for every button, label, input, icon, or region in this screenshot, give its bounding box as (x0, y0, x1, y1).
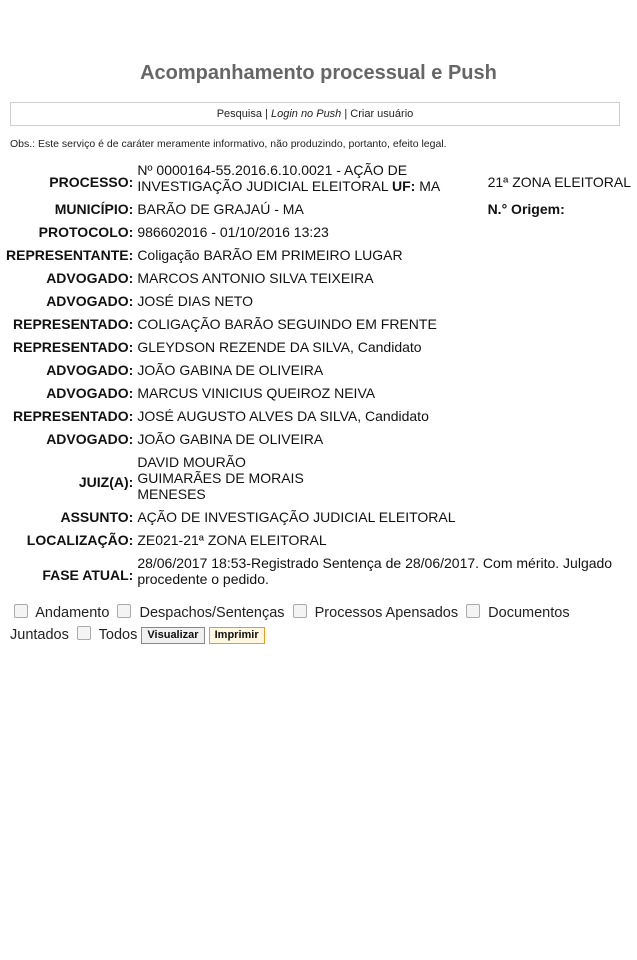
nav-separator: | (344, 108, 348, 120)
process-details-table (6, 162, 631, 594)
assunto-label: ASSUNTO: (60, 509, 134, 525)
party-row (6, 431, 631, 454)
party-name: JOSÉ AUGUSTO ALVES DA SILVA, Candidato (137, 408, 429, 424)
protocolo-label: PROTOCOLO: (38, 224, 134, 240)
party-name: GLEYDSON REZENDE DA SILVA, Candidato (137, 339, 422, 355)
nav-login-push-link[interactable]: Login no Push (270, 108, 342, 120)
party-row (6, 270, 631, 293)
todos-checkbox[interactable] (77, 626, 91, 640)
uf-label: UF: (391, 178, 416, 194)
municipio-row (6, 201, 631, 224)
disclaimer-text: Obs.: Este serviço é de caráter meramente informativo, não produzindo, portanto, efeito legal. (10, 138, 447, 150)
party-name: MARCUS VINICIUS QUEIROZ NEIVA (137, 385, 376, 401)
nav-pesquisa-link[interactable]: Pesquisa (216, 108, 262, 120)
visualizar-button[interactable]: Visualizar (141, 627, 204, 644)
options-form (10, 602, 610, 646)
party-role: REPRESENTADO: (13, 316, 134, 332)
localizacao-row (6, 532, 631, 555)
despachos-label: Despachos/Sentenças (139, 605, 285, 621)
party-row (6, 339, 631, 362)
party-role: ADVOGADO: (46, 293, 134, 309)
apensados-label: Processos Apensados (314, 605, 459, 621)
juiz-value: DAVID MOURÃO GUIMARÃES DE MORAIS MENESES (137, 454, 304, 502)
party-name: COLIGAÇÃO BARÃO SEGUINDO EM FRENTE (137, 316, 437, 332)
assunto-row (6, 509, 631, 532)
despachos-checkbox[interactable] (117, 604, 131, 618)
process-label: PROCESSO: (49, 173, 134, 190)
party-name: JOSÉ DIAS NETO (137, 293, 253, 309)
page-title: Acompanhamento processual e Push (140, 62, 497, 84)
party-role: ADVOGADO: (46, 362, 134, 378)
uf-value: MA (419, 178, 441, 194)
protocolo-row (6, 224, 631, 247)
party-row (6, 293, 631, 316)
party-row (6, 316, 631, 339)
municipio-label: MUNICÍPIO: (54, 201, 134, 217)
protocolo-value: 986602016 - 01/10/2016 13:23 (137, 224, 329, 240)
party-name: JOÃO GABINA DE OLIVEIRA (137, 362, 324, 378)
process-value (137, 162, 481, 201)
fase-atual-value: 28/06/2017 18:53-Registrado Sentença de 28/06/2017. Com mérito. Julgado procedente o pedido. (137, 555, 613, 587)
party-name: Coligação BARÃO EM PRIMEIRO LUGAR (137, 247, 403, 263)
localizacao-label: LOCALIZAÇÃO: (26, 532, 134, 548)
party-row (6, 247, 631, 270)
nav-criar-usuario-link[interactable]: Criar usuário (350, 108, 414, 120)
fase-atual-row (6, 555, 631, 594)
party-name: MARCOS ANTONIO SILVA TEIXEIRA (137, 270, 374, 286)
juiz-label: JUIZ(A): (78, 473, 134, 490)
todos-label: Todos (98, 627, 138, 643)
municipio-value: BARÃO DE GRAJAÚ - MA (137, 201, 304, 217)
party-name: JOÃO GABINA DE OLIVEIRA (137, 431, 324, 447)
documentos-checkbox[interactable] (466, 604, 480, 618)
party-role: REPRESENTANTE: (6, 247, 134, 263)
juiz-row (6, 454, 631, 509)
documentos-label: Documentos Juntados (10, 605, 570, 643)
andamento-checkbox[interactable] (14, 604, 28, 618)
imprimir-button[interactable]: Imprimir (209, 627, 265, 644)
nav-separator: | (265, 108, 268, 120)
party-role: ADVOGADO: (46, 431, 134, 447)
party-row (6, 385, 631, 408)
andamento-label: Andamento (35, 605, 110, 621)
party-role: ADVOGADO: (46, 270, 134, 286)
fase-atual-label: FASE ATUAL: (42, 566, 134, 583)
assunto-value: AÇÃO DE INVESTIGAÇÃO JUDICIAL ELEITORAL (137, 509, 456, 525)
party-role: ADVOGADO: (46, 385, 134, 401)
apensados-checkbox[interactable] (293, 604, 307, 618)
zona-eleitoral: 21ª ZONA ELEITORAL (487, 173, 631, 190)
party-row (6, 408, 631, 431)
nav-bar (10, 102, 620, 126)
process-number: Nº 0000164-55.2016.6.10.0021 - AÇÃO DE INVESTIGAÇÃO JUDICIAL ELEITORAL (137, 162, 408, 194)
party-role: REPRESENTADO: (13, 408, 134, 424)
party-row (6, 362, 631, 385)
localizacao-value: ZE021-21ª ZONA ELEITORAL (137, 532, 327, 548)
party-role: REPRESENTADO: (13, 339, 134, 355)
process-row (6, 162, 631, 201)
n-origem-label: N.° Origem: (487, 201, 565, 217)
